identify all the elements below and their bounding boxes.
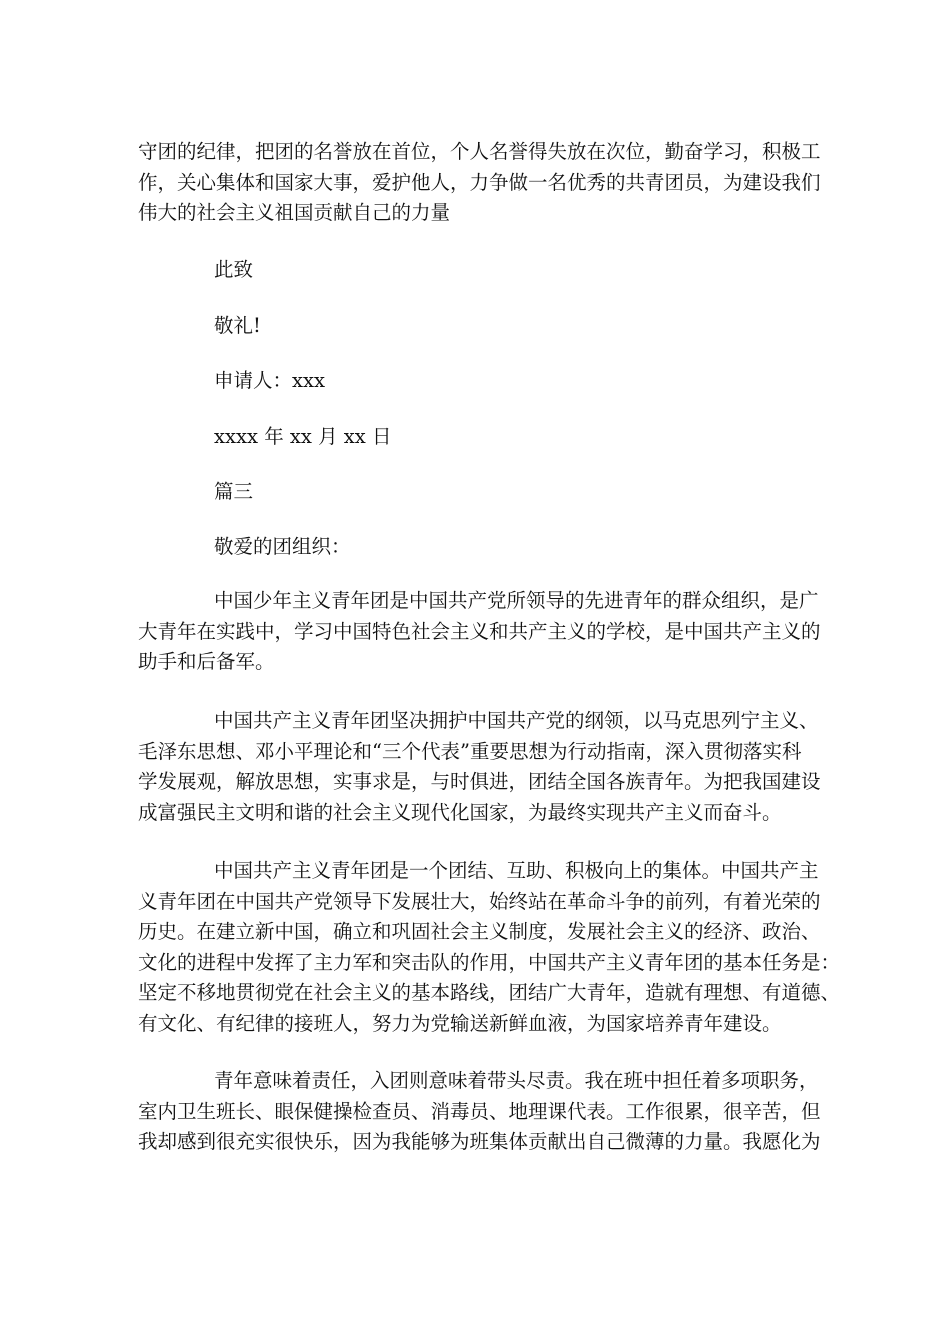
p3-line-3: 历史。在建立新中国，确立和巩固社会主义制度，发展社会主义的经济、政治、 (138, 920, 821, 943)
applicant-line: 申请人：xxx (214, 369, 325, 392)
p1-line-1: 中国少年主义青年团是中国共产党所领导的先进青年的群众组织，是广 (214, 589, 819, 612)
greeting-line: 敬爱的团组织： (214, 535, 351, 558)
intro-paragraph (138, 137, 822, 229)
salute-text: 敬礼! (214, 314, 261, 337)
p2-line-3: 学发展观，解放思想，实事求是，与时俱进，团结全国各族青年。为把我国建设 (138, 770, 821, 793)
body-paragraph-4 (138, 1066, 822, 1158)
section-title: 篇三 (214, 480, 254, 503)
p2-line-4: 成富强民主文明和谐的社会主义现代化国家，为最终实现共产主义而奋斗。 (138, 800, 782, 824)
p1-line-3: 助手和后备军。 (138, 650, 275, 673)
body-paragraph-3 (138, 856, 841, 1039)
p3-line-1: 中国共产主义青年团是一个团结、互助、积极向上的集体。中国共产主 (214, 859, 819, 882)
p3-line-2: 义青年团在中国共产党领导下发展壮大，始终站在革命斗争的前列，有着光荣的 (138, 889, 821, 913)
intro-line-3: 伟大的社会主义祖国贡献自己的力量 (138, 201, 451, 224)
p3-line-6: 有文化、有纪律的接班人，努力为党输送新鲜血液，为国家培养青年建设。 (138, 1011, 782, 1035)
body-paragraph-2 (138, 706, 822, 828)
p4-line-2: 室内卫生班长、眼保健操检查员、消毒员、地理课代表。工作很累，很辛苦，但 (138, 1099, 821, 1123)
p2-line-1: 中国共产主义青年团坚决拥护中国共产党的纲领，以马克思列宁主义、 (214, 709, 819, 732)
body-paragraph-1 (138, 586, 822, 678)
p4-line-1: 青年意味着责任，入团则意味着带头尽责。我在班中担任着多项职务， (214, 1069, 819, 1092)
closing-text: 此致 (214, 258, 254, 281)
p3-line-4: 文化的进程中发挥了主力军和突击队的作用，中国共产主义青年团的基本任务是： (138, 950, 841, 974)
p1-line-2: 大青年在实践中，学习中国特色社会主义和共产主义的学校，是中国共产主义的 (138, 619, 821, 643)
intro-line-2: 作，关心集体和国家大事，爱护他人，力争做一名优秀的共青团员，为建设我们 (138, 170, 821, 194)
p4-line-3: 我却感到很充实很快乐，因为我能够为班集体贡献出自己微薄的力量。我愿化为 (138, 1130, 821, 1153)
p2-line-2: 毛泽东思想、邓小平理论和“三个代表”重要思想为行动指南，深入贯彻落实科 (138, 739, 802, 763)
intro-line-1: 守团的纪律，把团的名誉放在首位，个人名誉得失放在次位，勤奋学习，积极工 (138, 140, 821, 163)
date-line: xxxx 年 xx 月 xx 日 (214, 425, 392, 448)
p3-line-5: 坚定不移地贯彻党在社会主义的基本路线，团结广大青年，造就有理想、有道德、 (138, 981, 841, 1004)
